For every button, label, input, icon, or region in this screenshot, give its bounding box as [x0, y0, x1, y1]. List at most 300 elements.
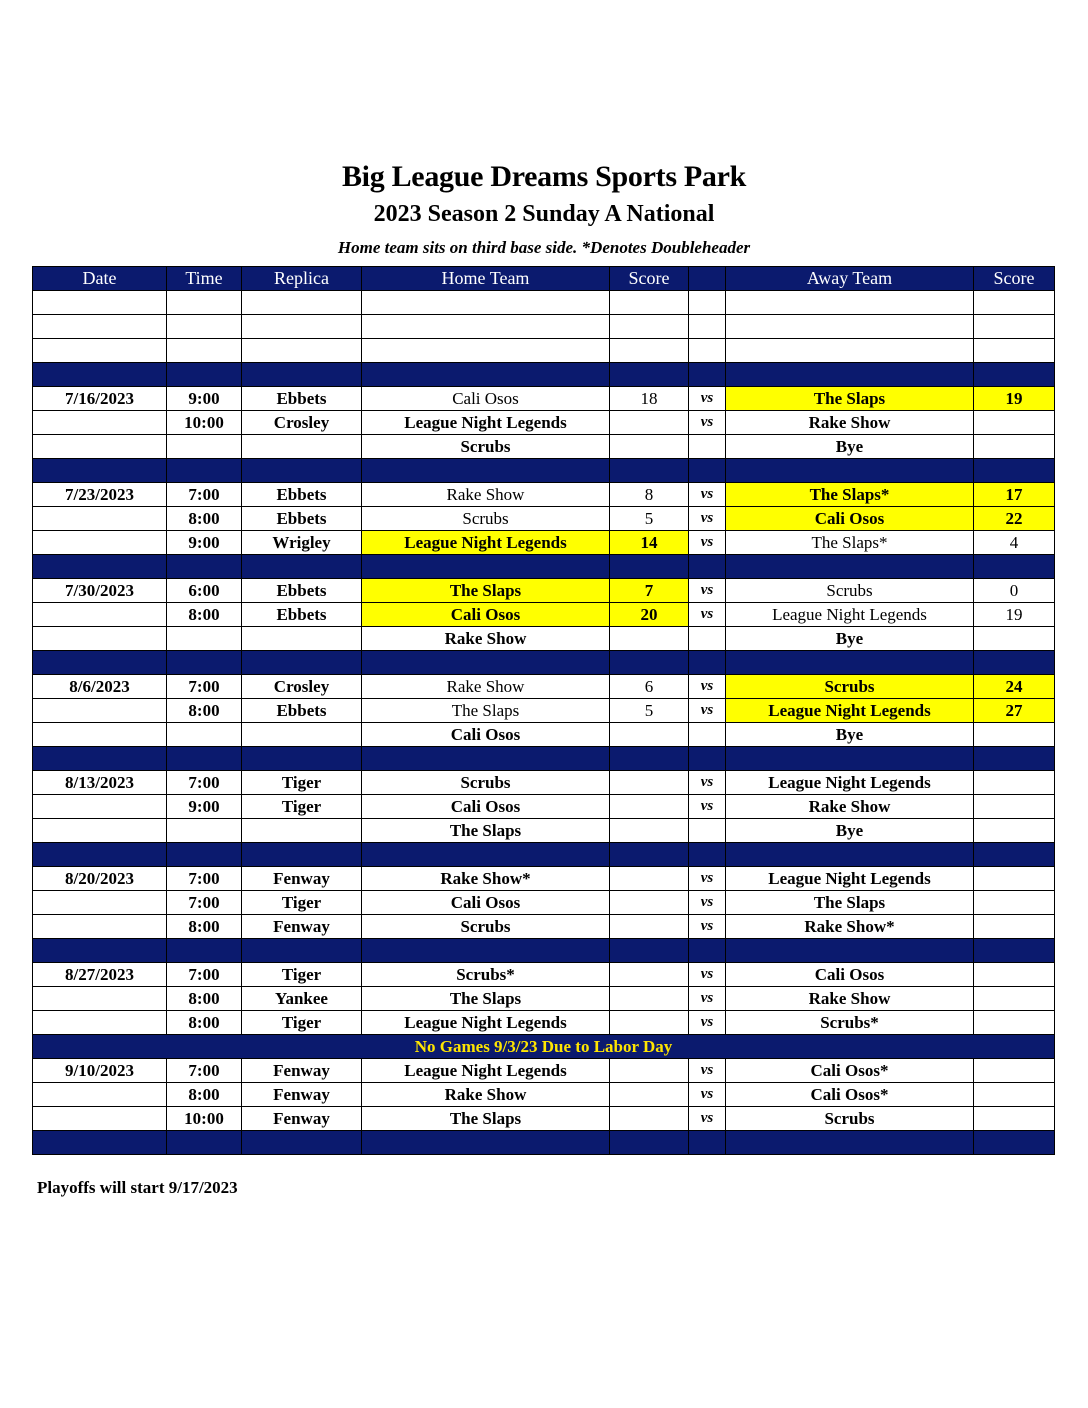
- schedule-body: [33, 291, 1055, 1155]
- empty-cell: [726, 291, 974, 315]
- home-team-cell: The Slaps: [362, 987, 610, 1011]
- away-score-cell: 22: [974, 507, 1055, 531]
- empty-cell: [362, 291, 610, 315]
- page-subtitle: 2023 Season 2 Sunday A National: [373, 201, 715, 227]
- away-score-cell: 27: [974, 699, 1055, 723]
- separator-cell: [689, 459, 726, 483]
- away-team-cell: League Night Legends: [726, 771, 974, 795]
- home-team-cell: Cali Osos: [362, 891, 610, 915]
- home-team-cell: The Slaps: [362, 819, 610, 843]
- separator-cell: [242, 651, 362, 675]
- separator-cell: [974, 459, 1055, 483]
- empty-cell: [610, 339, 689, 363]
- away-score-cell: 0: [974, 579, 1055, 603]
- vs-cell: vs: [689, 507, 726, 531]
- away-team-cell: Bye: [726, 435, 974, 459]
- empty-cell: [974, 315, 1055, 339]
- schedule-table: [32, 266, 1055, 1155]
- vs-cell: vs: [689, 795, 726, 819]
- date-cell: [33, 987, 167, 1011]
- separator-cell: [726, 939, 974, 963]
- separator-cell: [610, 651, 689, 675]
- time-cell: 7:00: [167, 1059, 242, 1083]
- home-team-cell: League Night Legends: [362, 1059, 610, 1083]
- time-cell: 9:00: [167, 795, 242, 819]
- away-team-cell: Cali Osos*: [726, 1059, 974, 1083]
- empty-cell: [33, 291, 167, 315]
- home-score-cell: [610, 795, 689, 819]
- home-team-cell: Rake Show: [362, 675, 610, 699]
- replica-cell: Tiger: [242, 771, 362, 795]
- separator-cell: [726, 651, 974, 675]
- away-team-cell: Scrubs: [726, 579, 974, 603]
- home-team-cell: Rake Show*: [362, 867, 610, 891]
- vs-cell: vs: [689, 963, 726, 987]
- replica-cell: [242, 819, 362, 843]
- replica-cell: Tiger: [242, 963, 362, 987]
- time-cell: 7:00: [167, 675, 242, 699]
- away-score-cell: 24: [974, 675, 1055, 699]
- away-team-cell: Cali Osos*: [726, 1083, 974, 1107]
- date-cell: 8/27/2023: [33, 963, 167, 987]
- separator-cell: [974, 939, 1055, 963]
- empty-cell: [974, 339, 1055, 363]
- replica-cell: Ebbets: [242, 387, 362, 411]
- away-score-cell: [974, 795, 1055, 819]
- time-cell: 8:00: [167, 1083, 242, 1107]
- away-score-cell: [974, 915, 1055, 939]
- replica-cell: Crosley: [242, 675, 362, 699]
- notice-row: [33, 1035, 1055, 1059]
- vs-cell: vs: [689, 579, 726, 603]
- col-date-header: Date: [33, 267, 167, 291]
- separator-cell: [610, 939, 689, 963]
- game-row: [33, 531, 1055, 555]
- separator-cell: [362, 651, 610, 675]
- away-team-cell: Rake Show: [726, 987, 974, 1011]
- date-cell: [33, 411, 167, 435]
- home-score-cell: [610, 435, 689, 459]
- replica-cell: Yankee: [242, 987, 362, 1011]
- game-row: [33, 963, 1055, 987]
- date-cell: 9/10/2023: [33, 1059, 167, 1083]
- separator-cell: [726, 747, 974, 771]
- vs-cell: [689, 435, 726, 459]
- separator-cell: [242, 363, 362, 387]
- separator-cell: [33, 363, 167, 387]
- separator-cell: [167, 555, 242, 579]
- empty-cell: [242, 339, 362, 363]
- separator-cell: [362, 843, 610, 867]
- time-cell: 7:00: [167, 867, 242, 891]
- date-cell: [33, 1011, 167, 1035]
- separator-cell: [689, 747, 726, 771]
- vs-cell: vs: [689, 915, 726, 939]
- game-row: [33, 699, 1055, 723]
- empty-row: [33, 315, 1055, 339]
- schedule-note: Home team sits on third base side. *Denotes Doubleheader: [337, 238, 751, 257]
- home-score-cell: [610, 1059, 689, 1083]
- game-row: [33, 507, 1055, 531]
- home-score-cell: [610, 1107, 689, 1131]
- home-score-cell: [610, 1011, 689, 1035]
- separator-cell: [974, 1131, 1055, 1155]
- replica-cell: [242, 627, 362, 651]
- away-team-cell: Bye: [726, 723, 974, 747]
- vs-cell: vs: [689, 1083, 726, 1107]
- replica-cell: [242, 723, 362, 747]
- replica-cell: Ebbets: [242, 507, 362, 531]
- vs-cell: vs: [689, 699, 726, 723]
- time-cell: 8:00: [167, 915, 242, 939]
- game-row: [33, 819, 1055, 843]
- home-score-cell: [610, 1083, 689, 1107]
- home-team-cell: The Slaps: [362, 699, 610, 723]
- game-row: [33, 675, 1055, 699]
- vs-cell: vs: [689, 987, 726, 1011]
- replica-cell: Fenway: [242, 1107, 362, 1131]
- empty-row: [33, 339, 1055, 363]
- date-cell: [33, 507, 167, 531]
- replica-cell: Tiger: [242, 795, 362, 819]
- vs-cell: vs: [689, 531, 726, 555]
- time-cell: 8:00: [167, 507, 242, 531]
- separator-cell: [610, 843, 689, 867]
- home-score-cell: [610, 723, 689, 747]
- replica-cell: Ebbets: [242, 483, 362, 507]
- away-score-cell: 4: [974, 531, 1055, 555]
- away-score-cell: [974, 891, 1055, 915]
- away-team-cell: Cali Osos: [726, 963, 974, 987]
- time-cell: 7:00: [167, 771, 242, 795]
- col-vs-header: [689, 267, 726, 291]
- date-cell: [33, 435, 167, 459]
- home-team-cell: Scrubs*: [362, 963, 610, 987]
- game-row: [33, 891, 1055, 915]
- home-score-cell: 20: [610, 603, 689, 627]
- time-cell: [167, 627, 242, 651]
- separator-cell: [974, 843, 1055, 867]
- separator-cell: [974, 555, 1055, 579]
- time-cell: 8:00: [167, 1011, 242, 1035]
- col-replica-header: Replica: [242, 267, 362, 291]
- time-cell: 7:00: [167, 963, 242, 987]
- away-score-cell: [974, 627, 1055, 651]
- separator-cell: [726, 459, 974, 483]
- page-title: Big League Dreams Sports Park: [341, 160, 747, 193]
- separator-row: [33, 363, 1055, 387]
- home-team-cell: Scrubs: [362, 771, 610, 795]
- home-team-cell: Rake Show: [362, 1083, 610, 1107]
- empty-cell: [689, 339, 726, 363]
- separator-cell: [974, 363, 1055, 387]
- header-row: [33, 267, 1055, 291]
- separator-cell: [167, 747, 242, 771]
- separator-cell: [167, 1131, 242, 1155]
- away-team-cell: Rake Show*: [726, 915, 974, 939]
- away-score-cell: [974, 867, 1055, 891]
- home-team-cell: Scrubs: [362, 435, 610, 459]
- separator-cell: [242, 843, 362, 867]
- away-team-cell: Rake Show: [726, 411, 974, 435]
- away-score-cell: [974, 963, 1055, 987]
- playoffs-note: Playoffs will start 9/17/2023: [37, 1178, 238, 1197]
- separator-cell: [974, 651, 1055, 675]
- away-team-cell: The Slaps: [726, 891, 974, 915]
- separator-cell: [726, 843, 974, 867]
- vs-cell: [689, 819, 726, 843]
- empty-cell: [362, 339, 610, 363]
- game-row: [33, 411, 1055, 435]
- empty-cell: [974, 291, 1055, 315]
- game-row: [33, 603, 1055, 627]
- home-team-cell: Cali Osos: [362, 795, 610, 819]
- away-score-cell: [974, 1059, 1055, 1083]
- vs-cell: vs: [689, 411, 726, 435]
- vs-cell: vs: [689, 1011, 726, 1035]
- separator-row: [33, 555, 1055, 579]
- empty-cell: [610, 315, 689, 339]
- empty-cell: [610, 291, 689, 315]
- home-team-cell: League Night Legends: [362, 411, 610, 435]
- separator-cell: [689, 843, 726, 867]
- separator-cell: [610, 747, 689, 771]
- home-score-cell: 14: [610, 531, 689, 555]
- game-row: [33, 435, 1055, 459]
- time-cell: 8:00: [167, 603, 242, 627]
- date-cell: 8/13/2023: [33, 771, 167, 795]
- empty-cell: [167, 315, 242, 339]
- separator-cell: [242, 747, 362, 771]
- separator-cell: [33, 651, 167, 675]
- replica-cell: Wrigley: [242, 531, 362, 555]
- game-row: [33, 987, 1055, 1011]
- separator-cell: [242, 939, 362, 963]
- game-row: [33, 483, 1055, 507]
- separator-cell: [362, 1131, 610, 1155]
- game-row: [33, 915, 1055, 939]
- separator-cell: [689, 939, 726, 963]
- replica-cell: Tiger: [242, 891, 362, 915]
- vs-cell: vs: [689, 1059, 726, 1083]
- no-games-notice: No Games 9/3/23 Due to Labor Day: [33, 1035, 1055, 1059]
- home-score-cell: [610, 867, 689, 891]
- vs-cell: [689, 723, 726, 747]
- separator-cell: [242, 459, 362, 483]
- separator-cell: [689, 1131, 726, 1155]
- away-score-cell: [974, 1011, 1055, 1035]
- separator-row: [33, 651, 1055, 675]
- separator-cell: [689, 651, 726, 675]
- separator-cell: [726, 363, 974, 387]
- separator-cell: [362, 459, 610, 483]
- empty-cell: [167, 291, 242, 315]
- game-row: [33, 1011, 1055, 1035]
- empty-cell: [33, 339, 167, 363]
- vs-cell: vs: [689, 483, 726, 507]
- vs-cell: vs: [689, 867, 726, 891]
- separator-cell: [242, 555, 362, 579]
- home-team-cell: Scrubs: [362, 915, 610, 939]
- game-row: [33, 771, 1055, 795]
- empty-cell: [242, 315, 362, 339]
- separator-cell: [610, 363, 689, 387]
- empty-cell: [689, 291, 726, 315]
- game-row: [33, 723, 1055, 747]
- away-team-cell: Scrubs*: [726, 1011, 974, 1035]
- col-away-team-header: Away Team: [726, 267, 974, 291]
- home-team-cell: Cali Osos: [362, 603, 610, 627]
- game-row: [33, 579, 1055, 603]
- vs-cell: vs: [689, 891, 726, 915]
- away-score-cell: [974, 819, 1055, 843]
- vs-cell: vs: [689, 771, 726, 795]
- date-cell: [33, 819, 167, 843]
- replica-cell: Tiger: [242, 1011, 362, 1035]
- separator-cell: [362, 363, 610, 387]
- separator-cell: [726, 555, 974, 579]
- away-team-cell: Rake Show: [726, 795, 974, 819]
- date-cell: 8/6/2023: [33, 675, 167, 699]
- time-cell: 6:00: [167, 579, 242, 603]
- date-cell: [33, 891, 167, 915]
- separator-cell: [242, 1131, 362, 1155]
- home-score-cell: 5: [610, 507, 689, 531]
- vs-cell: [689, 627, 726, 651]
- empty-row: [33, 291, 1055, 315]
- replica-cell: Fenway: [242, 1059, 362, 1083]
- separator-cell: [974, 747, 1055, 771]
- home-team-cell: The Slaps: [362, 579, 610, 603]
- col-home-score-header: Score: [610, 267, 689, 291]
- home-team-cell: Rake Show: [362, 627, 610, 651]
- empty-cell: [362, 315, 610, 339]
- separator-row: [33, 1131, 1055, 1155]
- separator-cell: [610, 459, 689, 483]
- separator-cell: [362, 747, 610, 771]
- home-score-cell: 7: [610, 579, 689, 603]
- game-row: [33, 387, 1055, 411]
- separator-cell: [362, 555, 610, 579]
- home-team-cell: Cali Osos: [362, 723, 610, 747]
- separator-cell: [33, 747, 167, 771]
- away-score-cell: 19: [974, 387, 1055, 411]
- separator-cell: [167, 651, 242, 675]
- replica-cell: Fenway: [242, 915, 362, 939]
- game-row: [33, 1059, 1055, 1083]
- separator-row: [33, 939, 1055, 963]
- home-score-cell: 6: [610, 675, 689, 699]
- vs-cell: vs: [689, 675, 726, 699]
- time-cell: 10:00: [167, 411, 242, 435]
- home-score-cell: 5: [610, 699, 689, 723]
- schedule-table-container: [32, 266, 1054, 1155]
- home-score-cell: [610, 891, 689, 915]
- empty-cell: [689, 315, 726, 339]
- away-team-cell: The Slaps*: [726, 483, 974, 507]
- time-cell: [167, 819, 242, 843]
- separator-cell: [33, 843, 167, 867]
- date-cell: 7/23/2023: [33, 483, 167, 507]
- away-score-cell: [974, 771, 1055, 795]
- vs-cell: vs: [689, 1107, 726, 1131]
- time-cell: 8:00: [167, 987, 242, 1011]
- date-cell: [33, 1107, 167, 1131]
- away-team-cell: The Slaps*: [726, 531, 974, 555]
- home-score-cell: [610, 915, 689, 939]
- vs-cell: vs: [689, 603, 726, 627]
- away-score-cell: [974, 411, 1055, 435]
- replica-cell: Fenway: [242, 1083, 362, 1107]
- away-score-cell: [974, 435, 1055, 459]
- away-team-cell: League Night Legends: [726, 603, 974, 627]
- time-cell: 7:00: [167, 483, 242, 507]
- empty-cell: [167, 339, 242, 363]
- home-team-cell: League Night Legends: [362, 1011, 610, 1035]
- home-score-cell: 8: [610, 483, 689, 507]
- separator-cell: [610, 555, 689, 579]
- separator-cell: [167, 459, 242, 483]
- home-score-cell: [610, 771, 689, 795]
- separator-cell: [726, 1131, 974, 1155]
- away-score-cell: 17: [974, 483, 1055, 507]
- col-time-header: Time: [167, 267, 242, 291]
- time-cell: [167, 435, 242, 459]
- separator-cell: [689, 363, 726, 387]
- time-cell: 9:00: [167, 387, 242, 411]
- empty-cell: [33, 315, 167, 339]
- home-score-cell: [610, 987, 689, 1011]
- date-cell: [33, 603, 167, 627]
- time-cell: [167, 723, 242, 747]
- separator-cell: [610, 1131, 689, 1155]
- replica-cell: Fenway: [242, 867, 362, 891]
- home-team-cell: League Night Legends: [362, 531, 610, 555]
- time-cell: 8:00: [167, 699, 242, 723]
- empty-cell: [726, 315, 974, 339]
- empty-cell: [726, 339, 974, 363]
- away-team-cell: Scrubs: [726, 1107, 974, 1131]
- away-score-cell: [974, 1107, 1055, 1131]
- home-team-cell: Cali Osos: [362, 387, 610, 411]
- date-cell: 7/16/2023: [33, 387, 167, 411]
- game-row: [33, 627, 1055, 651]
- separator-cell: [689, 555, 726, 579]
- date-cell: [33, 915, 167, 939]
- game-row: [33, 1107, 1055, 1131]
- away-team-cell: Cali Osos: [726, 507, 974, 531]
- separator-cell: [33, 1131, 167, 1155]
- away-team-cell: Bye: [726, 627, 974, 651]
- separator-cell: [362, 939, 610, 963]
- separator-cell: [33, 939, 167, 963]
- separator-cell: [167, 363, 242, 387]
- away-team-cell: League Night Legends: [726, 699, 974, 723]
- away-team-cell: League Night Legends: [726, 867, 974, 891]
- home-score-cell: [610, 963, 689, 987]
- away-score-cell: [974, 987, 1055, 1011]
- home-team-cell: Rake Show: [362, 483, 610, 507]
- home-team-cell: Scrubs: [362, 507, 610, 531]
- date-cell: [33, 627, 167, 651]
- separator-row: [33, 843, 1055, 867]
- time-cell: 10:00: [167, 1107, 242, 1131]
- home-score-cell: [610, 819, 689, 843]
- date-cell: [33, 795, 167, 819]
- away-score-cell: [974, 1083, 1055, 1107]
- time-cell: 9:00: [167, 531, 242, 555]
- separator-cell: [33, 459, 167, 483]
